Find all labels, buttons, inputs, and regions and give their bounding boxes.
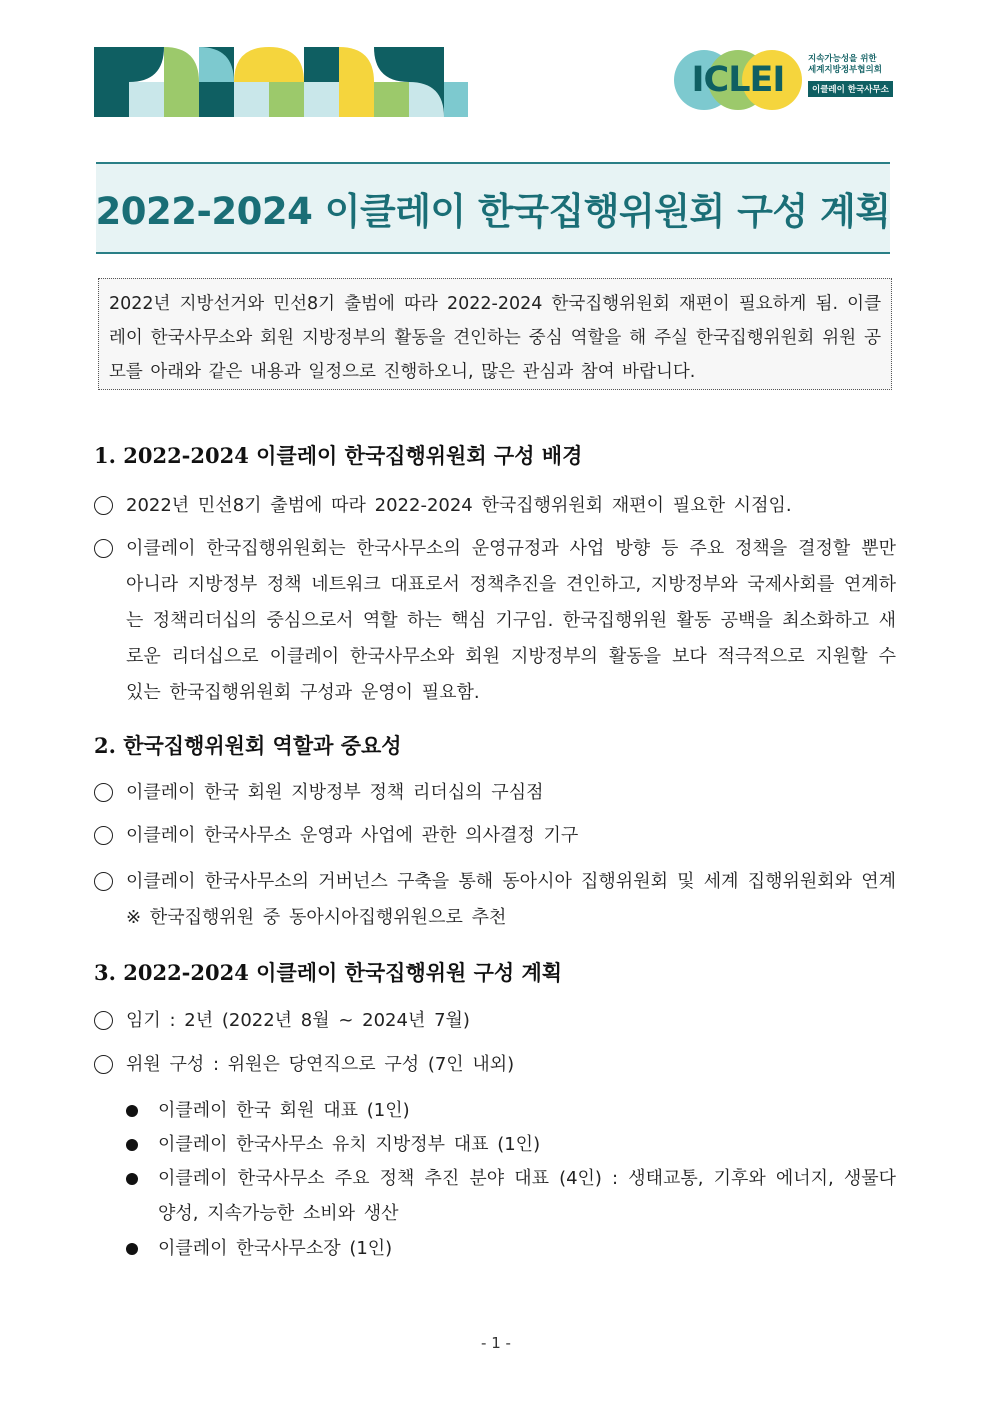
section-3-heading: 3. 2022-2024 이클레이 한국집행위원 구성 계획: [94, 960, 563, 985]
circle-bullet-icon: [94, 1011, 113, 1030]
list-item: 이클레이 한국 회원 지방정부 정책 리더십의 구심점: [94, 775, 896, 811]
dot-bullet-icon: [126, 1105, 138, 1117]
iclei-office-badge: 이클레이 한국사무소: [808, 81, 893, 97]
sub-list-item: 이클레이 한국사무소 유치 지방정부 대표 (1인): [126, 1127, 896, 1162]
iclei-subtitle-line2: 세계지방정부협의회: [808, 65, 882, 75]
iclei-logo-text: ICLEI: [691, 60, 785, 100]
circle-bullet-icon: [94, 826, 113, 845]
sub-list-item: 이클레이 한국사무소장 (1인): [126, 1231, 896, 1266]
list-item: 이클레이 한국사무소 운영과 사업에 관한 의사결정 기구: [94, 818, 896, 854]
sub-list-item: 이클레이 한국사무소 주요 정책 추진 분야 대표 (4인) : 생태교통, 기후와 에너지, 생물다양성, 지속가능한 소비와 생산: [126, 1161, 896, 1231]
intro-box: 2022년 지방선거와 민선8기 출범에 따라 2022-2024 한국집행위원회 재편이 필요하게 됨. 이클레이 한국사무소와 회원 지방정부의 활동을 견인하는 중심 역할을 해 주실 한국집행위원회 위원 공모를 아래와 같은 내용과 일정으로 진행하오니, 많은 관심과 참여 바랍니다.: [98, 278, 892, 390]
dot-bullet-icon: [126, 1243, 138, 1255]
circle-bullet-icon: [94, 1055, 113, 1074]
circle-bullet-icon: [94, 539, 113, 558]
iclei-subtitle-line1: 지속가능성을 위한: [808, 54, 877, 64]
decorative-logo: [94, 47, 468, 117]
list-item: 2022년 민선8기 출범에 따라 2022-2024 한국집행위원회 재편이 필요한 시점임.: [94, 488, 896, 524]
sub-list-item: 이클레이 한국 회원 대표 (1인): [126, 1093, 896, 1128]
list-item: 위원 구성 : 위원은 당연직으로 구성 (7인 내외): [94, 1047, 896, 1083]
page-title: 2022-2024 이클레이 한국집행위원회 구성 계획: [95, 190, 891, 233]
circle-bullet-icon: [94, 496, 113, 515]
dot-bullet-icon: [126, 1173, 138, 1185]
section-2-heading: 2. 한국집행위원회 역할과 중요성: [94, 733, 402, 758]
list-item: 이클레이 한국집행위원회는 한국사무소의 운영규정과 사업 방향 등 주요 정책을 결정할 뿐만 아니라 지방정부 정책 네트워크 대표로서 정책추진을 견인하고, 지방정부와 국제사회를 연계하는 정책리더십의 중심으로서 역할 하는 핵심 기구임. 한국집행위원 활동 공백을 최소화하고 새로운 리더십으로 이클레이 한국사무소와 회원 지방정부의 활동을 보다 적극적으로 지원할 수 있는 한국집행위원회 구성과 운영이 필요함.: [94, 531, 896, 711]
list-item: 임기 : 2년 (2022년 8월 ~ 2024년 7월): [94, 1003, 896, 1039]
circle-bullet-icon: [94, 872, 113, 891]
page-number: - 1 -: [481, 1334, 511, 1352]
iclei-subtitle: [808, 54, 898, 97]
list-item: 이클레이 한국사무소의 거버넌스 구축을 통해 동아시아 집행위원회 및 세계 집행위원회와 연계 ※ 한국집행위원 중 동아시아집행위원으로 추천: [94, 864, 896, 936]
iclei-logo: [674, 50, 896, 110]
section-1-heading: 1. 2022-2024 이클레이 한국집행위원회 구성 배경: [94, 443, 583, 468]
dot-bullet-icon: [126, 1139, 138, 1151]
title-banner: [96, 162, 890, 254]
circle-bullet-icon: [94, 783, 113, 802]
